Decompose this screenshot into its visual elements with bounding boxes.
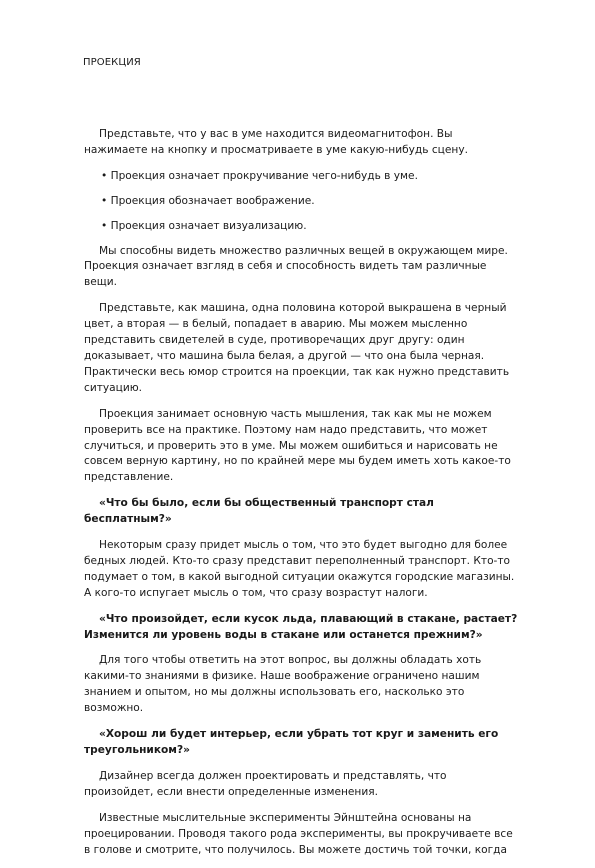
- bullet-item: • Проекция обозначает воображение.: [101, 194, 315, 207]
- document-title: ПРОЕКЦИЯ: [83, 57, 141, 68]
- paragraph: Дизайнер всегда должен проектировать и представлять, что произойдет, если внести определенные изменения.: [84, 769, 447, 798]
- paragraph: Представьте, как машина, одна половина которой выкрашена в черный цвет, а вторая — в белый, попадает в аварию. Мы можем мысленно представить свидетелей в суде, противоречащих друг другу: один доказывает, что машина была белая, а другой — что она была черная. Практически весь юмор строится на проекции, так как нужно представить ситуацию.: [84, 302, 510, 394]
- paragraph: Мы способны видеть множество различных вещей в окружающем мире. Проекция означает взгляд в себя и способность видеть там различные вещи.: [84, 244, 508, 289]
- quote: «Хорош ли будет интерьер, если убрать тот круг и заменить его треугольником?»: [84, 728, 499, 756]
- paragraph: Для того чтобы ответить на этот вопрос, вы должны обладать хоть какими-то знаниями в физике. Наше воображение ограничено нашим знанием и опытом, но мы должны использовать его, насколько это возможно.: [84, 654, 482, 715]
- quote: «Что бы было, если бы общественный транспорт стал бесплатным?»: [84, 497, 434, 526]
- bullet-item: • Проекция означает визуализацию.: [101, 219, 307, 232]
- paragraph: Некоторым сразу придет мысль о том, что это будет выгодно для более бедных людей. Кто-то сразу представит переполненный транспорт. Кто-то подумает о том, в какой выгодной ситуации окажутся городские магазины. А кого-то испугает мысль о том, что сразу возрастут налоги.: [84, 539, 515, 599]
- paragraph: Проекция занимает основную часть мышления, так как мы не можем проверить все на практике. Поэтому нам надо представить, что может случиться, и проверить это в уме. Мы можем ошибиться и нарисовать не совсем верную картину, но по крайней мере мы будем иметь хоть какое-то представление.: [84, 407, 511, 484]
- quote: «Что произойдет, если кусок льда, плавающий в стакане, растает? Изменится ли уровень воды в стакане или останется прежним?»: [84, 612, 518, 641]
- document-body: [84, 127, 518, 868]
- paragraph: Представьте, что у вас в уме находится видеомагнитофон. Вы нажимаете на кнопку и просматриваете в уме какую-нибудь сцену.: [84, 128, 468, 156]
- bullet-item: • Проекция означает прокручивание чего-нибудь в уме.: [101, 169, 418, 182]
- paragraph: Известные мыслительные эксперименты Эйнштейна основаны на проецировании. Проводя такого рода эксперименты, вы прокручиваете все в голове и смотрите, что получилось. Вы можете достичь той точки, когда: [84, 811, 513, 856]
